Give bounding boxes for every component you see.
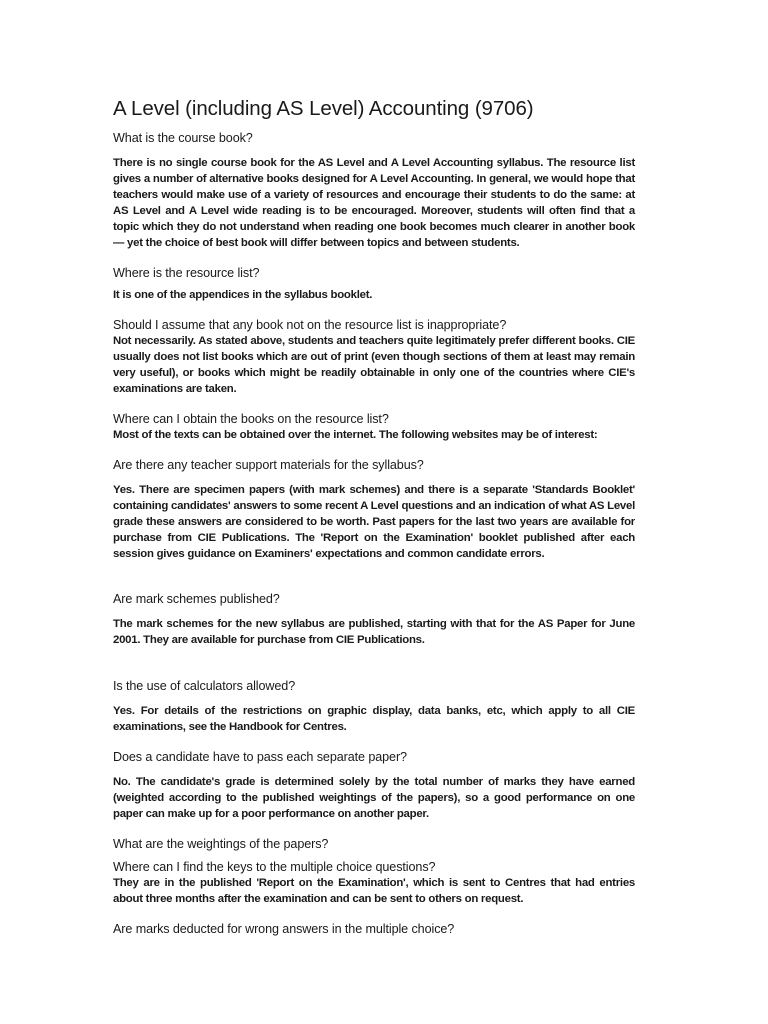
question-calculators: Is the use of calculators allowed? [113, 679, 296, 694]
question-obtain-books: Where can I obtain the books on the resource list? [113, 411, 389, 426]
question-teacher-support: Are there any teacher support materials for the syllabus? [113, 457, 424, 472]
answer-mark-schemes: The mark schemes for the new syllabus are published, starting with that for the AS Paper for June 2001. They are available for purchase from CIE Publications. [113, 618, 635, 647]
answer-calculators: Yes. For details of the restrictions on graphic display, data banks, etc, which apply to all CIE examinations, see the Handbook for Centres. [113, 705, 635, 734]
answer-book-not-on-list: Not necessarily. As stated above, students and teachers quite legitimately prefer different books. CIE usually does not list books which are out of print (even though sections of them at least may remain very useful), or books which might be readily obtainable in only one of the countries where CIE's examinations are taken. [113, 335, 635, 396]
answer-obtain-books: Most of the texts can be obtained over the internet. The following websites may be of interest: [113, 428, 598, 441]
question-book-not-on-list: Should I assume that any book not on the resource list is inappropriate? [113, 318, 507, 333]
question-weightings: What are the weightings of the papers? [113, 836, 329, 851]
answer-multiple-choice-keys: They are in the published 'Report on the Examination', which is sent to Centres that had entries about three months after the examination and can be sent to others on request. [113, 876, 635, 905]
answer-resource-list-location: It is one of the appendices in the syllabus booklet. [113, 289, 373, 302]
question-resource-list-location: Where is the resource list? [113, 266, 260, 281]
answer-course-book: There is no single course book for the AS Level and A Level Accounting syllabus. The resource list gives a number of alternative books designed for A Level Accounting. In general, we would hope that teachers would make use of a variety of resources and encourage their students to do the same: at AS Level and A Level wide reading is to be encouraged. Moreover, students will often find that a topic which they do not understand when reading one book becomes much clearer in another book — yet the choice of best book will differ between topics and between students. [113, 157, 635, 249]
document-page [113, 96, 635, 938]
document-title: A Level (including AS Level) Accounting (9706) [113, 97, 534, 120]
question-course-book: What is the course book? [113, 131, 253, 145]
answer-pass-each-paper: No. The candidate's grade is determined solely by the total number of marks they have earned (weighted according to the published weightings of the papers), so a good performance on one paper can make up for a poor performance on another paper. [113, 776, 635, 820]
question-pass-each-paper: Does a candidate have to pass each separate paper? [113, 750, 407, 765]
answer-teacher-support: Yes. There are specimen papers (with mark schemes) and there is a separate 'Standards Booklet' containing candidates' answers to some recent A Level questions and an indication of what AS Level grade these answers are considered to be worth. Past papers for the last two years are available for purchase from CIE Publications. The 'Report on the Examination' booklet published after each session gives guidance on Examiners' expectations and common candidate errors. [113, 483, 635, 560]
question-multiple-choice-keys: Where can I find the keys to the multiple choice questions? [113, 859, 436, 874]
question-mark-schemes: Are mark schemes published? [113, 592, 280, 607]
question-marks-deducted: Are marks deducted for wrong answers in the multiple choice? [113, 921, 455, 936]
